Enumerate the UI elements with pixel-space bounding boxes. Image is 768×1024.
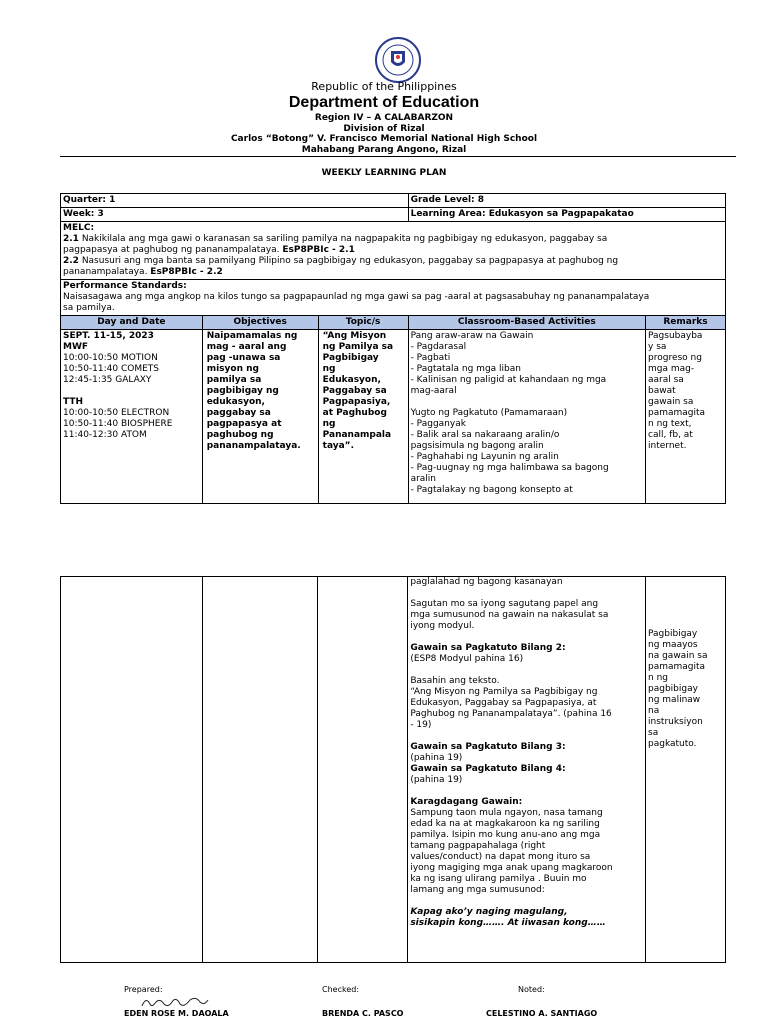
activity2-reference: (ESP8 Modyul pahina 16) [410, 654, 524, 664]
text-title-line: “Ang Misyon ng Pamilya sa Pagbibigay ng [410, 687, 598, 697]
objectives-cell-cont [202, 577, 318, 963]
remark-line: pamamagita [648, 662, 706, 672]
remark-line: Pagsubayba [648, 331, 703, 341]
col-header-day-date: Day and Date [61, 316, 203, 330]
objective-line: pananampalataya. [206, 441, 301, 451]
instruction-line: iyong modyul. [410, 621, 475, 631]
objective-line: Naipamamalas ng [206, 331, 298, 341]
text-title-line: - 19) [410, 720, 432, 730]
activity-continuation: paglalahad ng bagong kasanayan [410, 577, 563, 587]
learning-plan-table-page1 [60, 193, 726, 504]
remarks-cell [646, 330, 726, 504]
melc-label: MELC: [63, 223, 95, 233]
week-cell: Week: 3 [61, 208, 409, 222]
text-title-line: Edukasyon, Paggabay sa Pagpapasiya, at [410, 698, 597, 708]
remark-line: sa [648, 728, 659, 738]
remark-line: pamamagita [648, 408, 706, 418]
read-instruction: Basahin ang teksto. [410, 676, 500, 686]
melc-item1-number: 2.1 [63, 234, 79, 244]
learning-phase-item: - Balik aral sa nakaraang aralin/o [410, 430, 560, 440]
checked-by-name: BRENDA C. PASCO [322, 1009, 404, 1018]
quarter-cell: Quarter: 1 [61, 194, 409, 208]
melc-item2-text-cont: pananampalataya. [63, 267, 151, 277]
melc-item2-code: EsP8PBIc - 2.2 [150, 267, 223, 277]
tth-label: TTH [63, 397, 84, 407]
remark-line: instruksiyon [648, 717, 703, 727]
remark-line: na gawain sa [648, 651, 708, 661]
col-header-activities: Classroom-Based Activities [408, 316, 645, 330]
additional-activity-line: pamilya. Isipin mo kung anu-ano ang mga [410, 830, 601, 840]
additional-activity-line: Sampung taon mula ngayon, nasa tamang [410, 808, 603, 818]
additional-activity-line: values/conduct) na dapat mong ituro sa [410, 852, 591, 862]
prepared-by-name: EDEN ROSE M. DAOALA [124, 1009, 229, 1018]
objective-line: misyon ng [206, 364, 259, 374]
remark-line: bawat [648, 386, 676, 396]
learning-phase-item: aralin [410, 474, 437, 484]
remark-line: ng maayos [648, 640, 698, 650]
instruction-line: Sagutan mo sa iyong sagutang papel ang [410, 599, 599, 609]
column-header-row [61, 316, 726, 330]
day-date-cell-cont [61, 577, 203, 963]
schedule-entry: 10:00-10:50 MOTION [63, 353, 158, 363]
col-header-remarks: Remarks [646, 316, 726, 330]
week-row [61, 208, 726, 222]
performance-text-cont: sa pamilya. [63, 303, 115, 313]
learning-phase-item: - Pag-uugnay ng mga halimbawa sa bagong [410, 463, 609, 473]
daily-routine-item: - Pagdarasal [410, 342, 467, 352]
melc-row [61, 222, 726, 280]
school-name: Carlos “Botong” V. Francisco Memorial National High School [230, 134, 538, 144]
remark-line: gawain sa [648, 397, 694, 407]
plan-body-row-cont [61, 577, 726, 963]
day-date-cell [61, 330, 203, 504]
objective-line: pagbibigay ng [206, 386, 279, 396]
checked-label: Checked: [322, 985, 360, 994]
header-divider [60, 156, 736, 157]
activity4-title: Gawain sa Pagkatuto Bilang 4: [410, 764, 566, 774]
objective-line: paggabay sa [206, 408, 271, 418]
melc-item1-text-cont: pagpapasya at paghubog ng pananampalataya. [63, 245, 283, 255]
topic-line: Pagbibigay [322, 353, 379, 363]
objective-line: pagpapasya at [206, 419, 282, 429]
republic-label: Republic of the Philippines [311, 80, 457, 93]
noted-label: Noted: [518, 985, 545, 994]
performance-row [61, 280, 726, 316]
additional-activity-title: Karagdagang Gawain: [410, 797, 523, 807]
performance-text: Naisasagawa ang mga angkop na kilos tungo sa pagpapaunlad ng mga gawi sa pag -aaral at pagsasabuhay ng pananampalataya [63, 292, 650, 302]
remark-line: ng malinaw [648, 695, 701, 705]
topic-line: “Ang Misyon [322, 331, 387, 341]
objective-line: mag - aaral ang [206, 342, 287, 352]
schedule-entry: 10:50-11:40 BIOSPHERE [63, 419, 173, 429]
learning-plan-table-page2 [60, 576, 726, 963]
deped-seal-logo [369, 36, 427, 84]
activity4-reference: (pahina 19) [410, 775, 463, 785]
learning-phase-item: pagsisimula ng bagong aralin [410, 441, 544, 451]
topic-line: Edukasyon, [322, 375, 381, 385]
additional-activity-line: edad ka na at magkakaroon ka ng sariling [410, 819, 600, 829]
remark-line: internet. [648, 441, 687, 451]
learning-phase-item: - Paghahabi ng Layunin ng aralin [410, 452, 559, 462]
remark-line: pagkatuto. [648, 739, 697, 749]
additional-activity-line: iyong magiging mga anak upang magkaroon [410, 863, 613, 873]
objective-line: pag -unawa sa [206, 353, 281, 363]
objective-line: edukasyon, [206, 397, 265, 407]
topic-line: Pananampala [322, 430, 392, 440]
activity3-title: Gawain sa Pagkatuto Bilang 3: [410, 742, 566, 752]
text-title-line: Paghubog ng Pananampalataya”. (pahina 16 [410, 709, 612, 719]
topic-cell [318, 330, 408, 504]
learning-phase-item: - Pagtalakay ng bagong konsepto at [410, 485, 573, 495]
region-label: Region IV – A CALABARZON [314, 113, 454, 123]
daily-routine-item: mag-aaral [410, 386, 457, 396]
quarter-row [61, 194, 726, 208]
topic-cell-cont [318, 577, 408, 963]
melc-item1-code: EsP8PBIc - 2.1 [282, 245, 355, 255]
remark-line: mga mag- [648, 364, 695, 374]
remark-line: n ng [648, 673, 668, 683]
schedule-entry: 12:45-1:35 GALAXY [63, 375, 152, 385]
activities-cell [408, 330, 645, 504]
plan-body-row [61, 330, 726, 504]
prepared-label: Prepared: [124, 985, 163, 994]
learning-phase-item: - Pagganyak [410, 419, 466, 429]
objectives-cell [202, 330, 318, 504]
melc-item2-text: Nasusuri ang mga banta sa pamilyang Pilipino sa pagbibigay ng edukasyon, paggabay sa pagpapasya at paghubog ng [78, 256, 619, 266]
mwf-label: MWF [63, 342, 89, 352]
performance-cell [61, 280, 726, 316]
additional-activity-line: ka ng isang ulirang pamilya . Buuin mo [410, 874, 587, 884]
remark-line: pagbibigay [648, 684, 698, 694]
topic-line: taya”. [322, 441, 355, 451]
grade-level-cell: Grade Level: 8 [408, 194, 725, 208]
schedule-entry: 10:00-10:50 ELECTRON [63, 408, 170, 418]
daily-routine-title: Pang araw-araw na Gawain [410, 331, 534, 341]
daily-routine-item: - Pagtatala ng mga liban [410, 364, 521, 374]
remark-line: n ng text, [648, 419, 692, 429]
daily-routine-item: - Pagbati [410, 353, 451, 363]
col-header-topics: Topic/s [318, 316, 408, 330]
topic-line: Pagpapasiya, [322, 397, 391, 407]
topic-line: ng [322, 419, 336, 429]
reflection-prompt: sisikapin kong……. At iiwasan kong…… [410, 918, 606, 928]
melc-item1-text: Nakikilala ang mga gawi o karanasan sa sariling pamilya na nagpapakita ng pagbibigay ng edukasyon, paggabay sa [78, 234, 608, 244]
objective-line: paghubog ng [206, 430, 274, 440]
topic-line: ng [322, 364, 336, 374]
additional-activity-line: lamang ang mga sumusunod: [410, 885, 545, 895]
objective-line: pamilya sa [206, 375, 262, 385]
learning-area-cell: Learning Area: Edukasyon sa Pagpapakatao [408, 208, 725, 222]
melc-item2-number: 2.2 [63, 256, 79, 266]
division-label: Division of Rizal [343, 124, 425, 134]
activity3-reference: (pahina 19) [410, 753, 463, 763]
document-title: WEEKLY LEARNING PLAN [321, 168, 447, 178]
instruction-line: mga sumusunod na gawain na nakasulat sa [410, 610, 609, 620]
remark-line: na [648, 706, 660, 716]
department-title: Department of Education [288, 94, 480, 111]
remarks-cell-cont [646, 577, 726, 963]
learning-phase-title: Yugto ng Pagkatuto (Pamamaraan) [410, 408, 568, 418]
activity2-title: Gawain sa Pagkatuto Bilang 2: [410, 643, 566, 653]
remark-line: progreso ng [648, 353, 702, 363]
topic-line: Paggabay sa [322, 386, 387, 396]
noted-by-name: CELESTINO A. SANTIAGO [486, 1009, 598, 1018]
schedule-entry: 10:50-11:40 COMETS [63, 364, 160, 374]
melc-cell [61, 222, 726, 280]
performance-label: Performance Standards: [63, 281, 187, 291]
schedule-entry: 11:40-12:30 ATOM [63, 430, 147, 440]
reflection-prompt: Kapag ako’y naging magulang, [410, 907, 568, 917]
remark-line: y sa [648, 342, 667, 352]
col-header-objectives: Objectives [202, 316, 318, 330]
topic-line: ng Pamilya sa [322, 342, 394, 352]
daily-routine-item: - Kalinisan ng paligid at kahandaan ng mga [410, 375, 607, 385]
school-address: Mahabang Parang Angono, Rizal [301, 145, 467, 155]
date-range: SEPT. 11-15, 2023 [63, 331, 154, 341]
additional-activity-line: tamang pagpapahalaga (right [410, 841, 546, 851]
activities-cell-cont [408, 577, 646, 963]
remark-line: aaral sa [648, 375, 684, 385]
remark-line: call, fb, at [648, 430, 693, 440]
remark-line: Pagbibigay [648, 629, 698, 639]
topic-line: at Paghubog [322, 408, 387, 418]
